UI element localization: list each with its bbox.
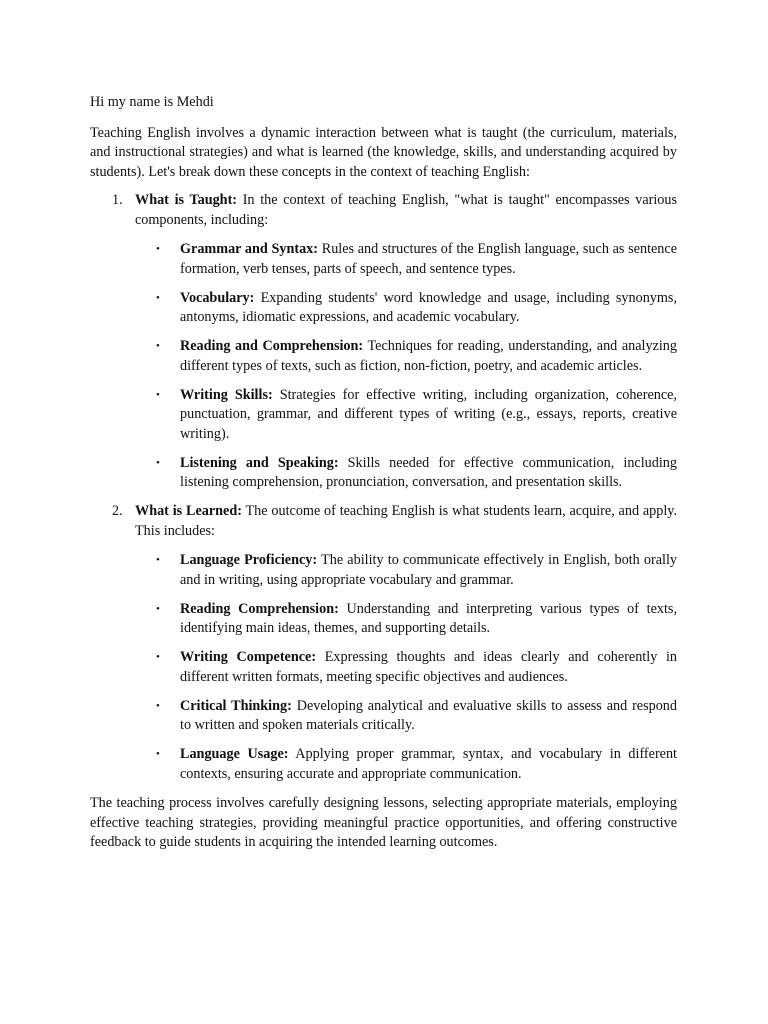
item-text: Applying proper grammar, syntax, and vocabulary in different contexts, ensuring accurate and appropriate communication. [180, 746, 677, 782]
item-text: Techniques for reading, understanding, and analyzing different types of texts, such as fiction, non-fiction, poetry, and academic articles. [180, 338, 677, 374]
sections-list [90, 191, 677, 784]
item-text: Understanding and interpreting various types of texts, identifying main ideas, themes, and supporting details. [180, 600, 678, 636]
item-term: Language Proficiency: [180, 552, 318, 568]
item-text: Expanding students' word knowledge and usage, including synonyms, antonyms, idiomatic expressions, and academic vocabulary. [180, 289, 677, 325]
bullet-icon: • [156, 291, 160, 304]
list-item [135, 600, 677, 639]
item-term: Listening and Speaking: [180, 454, 339, 471]
bullet-icon: • [156, 388, 160, 401]
intro-paragraph: Teaching English involves a dynamic interaction between what is taught (the curriculum, materials, and instructional strategies) and what is learned (the knowledge, skills, and understanding acquired by students). Let's break down these concepts in the context of teaching English: [90, 124, 677, 180]
bullet-icon: • [156, 340, 160, 352]
bullet-icon: • [156, 554, 160, 566]
section-lead [135, 502, 677, 541]
item-text: The ability to communicate effectively in English, both orally and in writing, using appropriate vocabulary and grammar. [180, 552, 677, 588]
item-text: Expressing thoughts and ideas clearly and coherently in different written formats, meeting specific objectives and audiences. [180, 649, 677, 685]
item-text: Strategies for effective writing, including organization, coherence, punctuation, grammar, and different types of writing (e.g., essays, reports, creative writing). [180, 386, 677, 442]
item-text: Developing analytical and evaluative skills to assess and respond to written and spoken materials critically. [180, 697, 677, 733]
item-term: Grammar and Syntax: [180, 241, 319, 257]
item-term: Language Usage: [180, 746, 289, 762]
section-items [135, 551, 677, 784]
list-item [135, 337, 677, 376]
item-term: Critical Thinking: [180, 697, 292, 714]
section-items [135, 240, 677, 493]
greeting-line: Hi my name is Mehdi [90, 94, 214, 110]
list-item [135, 551, 677, 590]
bullet-icon: • [156, 602, 160, 615]
section-heading: What is Learned: [135, 503, 242, 519]
item-term: Reading Comprehension: [180, 600, 339, 617]
section-text: In the context of teaching English, "what is taught" encompasses various components, including: [135, 192, 677, 228]
list-item [135, 745, 677, 784]
section-lead [135, 191, 677, 230]
item-term: Vocabulary: [180, 289, 255, 306]
bullet-icon: • [156, 699, 160, 712]
document-page [90, 93, 677, 853]
list-item [135, 240, 677, 279]
bullet-icon: • [156, 651, 160, 663]
item-term: Writing Competence: [180, 649, 317, 665]
list-item [135, 454, 677, 493]
bullet-icon: • [156, 243, 160, 255]
list-item [135, 289, 677, 328]
section-number: 1. [112, 192, 123, 208]
item-term: Writing Skills: [180, 386, 273, 403]
item-text: Rules and structures of the English language, such as sentence formation, verb tenses, parts of speech, and sentence types. [180, 241, 677, 277]
list-item [135, 697, 677, 736]
bullet-icon: • [156, 456, 160, 469]
section-number: 2. [112, 503, 123, 519]
section-text: The outcome of teaching English is what students learn, acquire, and apply. This includes: [135, 503, 678, 539]
item-text: Skills needed for effective communication, including listening comprehension, pronunciation, conversation, and presentation skills. [180, 454, 677, 490]
closing-paragraph: The teaching process involves carefully designing lessons, selecting appropriate materials, employing effective teaching strategies, providing meaningful practice opportunities, and offering constructive feedback to guide students in acquiring the intended learning outcomes. [90, 795, 677, 850]
section-heading: What is Taught: [135, 192, 238, 208]
list-item [135, 648, 677, 687]
bullet-icon: • [156, 748, 160, 760]
section-what-is-taught [90, 191, 677, 493]
item-term: Reading and Comprehension: [180, 338, 364, 354]
list-item [135, 386, 677, 445]
section-what-is-learned [90, 502, 677, 784]
